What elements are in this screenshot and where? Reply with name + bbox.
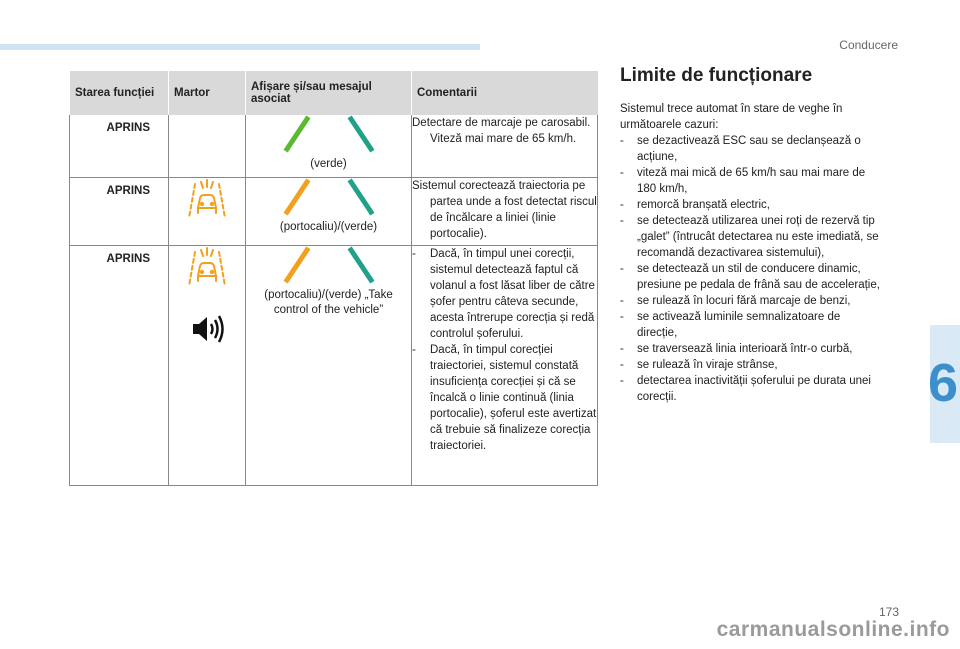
page-number: 173 (878, 605, 899, 619)
indicator-cell-empty (169, 115, 246, 177)
state-label: APRINS (106, 122, 150, 134)
header-state: Starea funcției (70, 71, 169, 115)
header-comments: Comentarii (412, 71, 598, 115)
limits-title: Limite de funcționare (620, 65, 813, 86)
limits-list (620, 133, 882, 405)
comment-text: Sistemul corectează traiectoria pe partea unde a fost detectat riscul de încălcare a liniei (linie portocalie). (412, 179, 597, 240)
lane-lines-icon (279, 178, 379, 216)
chapter-number: 6 (927, 353, 958, 413)
function-status-table (69, 71, 598, 486)
list-item: - se rulează în viraje strânse, (620, 359, 778, 371)
lane-lines-icon (279, 246, 379, 284)
list-item: - se detectează utilizarea unei roți de rezervă tip „galet” (întrucât detectarea nu este imediată, se recomandă dezactivarea sistemului), (620, 215, 879, 259)
list-item: - se traversează linia interioară într-o curbă, (620, 343, 853, 355)
lane-assist-icon (185, 246, 229, 290)
watermark: carmanualsonline.info (716, 618, 950, 641)
header-display: Afișare și/sau mesajul asociat (246, 71, 412, 115)
table-row (70, 245, 598, 485)
header-bar (0, 44, 480, 50)
comment-item: - Dacă, în timpul unei corecții, sistemul detectează faptul că volanul a fost lăsat liber de către șofer pentru câteva secunde, acesta întrerupe corecția și redă controlul șoferului. (412, 247, 595, 340)
display-label: (portocaliu)/(verde) „Take control of the vehicle” (264, 288, 393, 316)
list-item: - detectarea inactivității șoferului pe durata unei corecții. (620, 375, 871, 403)
lane-assist-icon (185, 178, 229, 222)
list-item: - se activează luminile semnalizatoare de direcție, (620, 311, 841, 339)
section-title: Conducere (839, 38, 898, 52)
comment-text: Detectare de marcaje pe carosabil. Viteză mai mare de 65 km/h. (412, 117, 591, 145)
list-item: - remorcă branșată electric, (620, 199, 770, 211)
table-row (70, 177, 598, 245)
list-item: - se rulează în locuri fără marcaje de benzi, (620, 295, 851, 307)
state-label: APRINS (106, 184, 150, 197)
comment-item: - Dacă, în timpul corecției traiectoriei, sistemul constată insuficiența corecției și că se încalcă o linie continuă (linia portocalie), șoferul este avertizat că trebuie să finalizeze corecția traiectoriei. (412, 343, 597, 452)
lane-lines-icon (279, 115, 379, 153)
list-item: - viteză mai mică de 65 km/h sau mai mare de 180 km/h, (620, 167, 866, 195)
list-item: - se detectează un stil de conducere dinamic, presiune pe pedala de frână sau de accelerație, (620, 263, 880, 291)
display-label: (portocaliu)/(verde) (279, 220, 378, 233)
display-label: (verde) (310, 158, 347, 170)
list-item: - se dezactivează ESC sau se declanșează o acțiune, (620, 135, 861, 163)
speaker-icon (185, 309, 229, 349)
state-label: APRINS (106, 252, 150, 265)
table-row (70, 115, 598, 177)
limits-section (620, 65, 882, 405)
header-indicator: Martor (169, 71, 246, 115)
limits-intro: Sistemul trece automat în stare de veghe în următoarele cazuri: (620, 103, 843, 131)
